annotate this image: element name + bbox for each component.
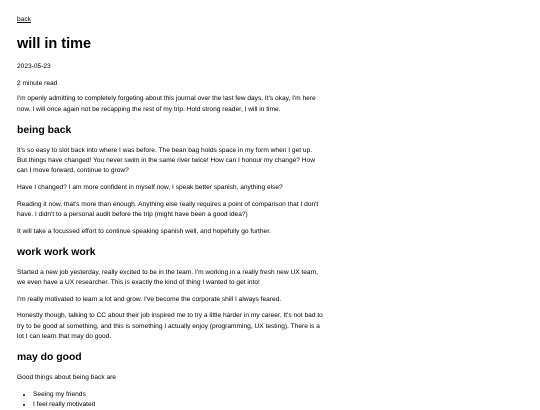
paragraph: It will take a focussed effort to continue speaking spanish well, and hopefully go further.	[17, 227, 271, 235]
list-item: • I feel really motivated	[33, 400, 323, 410]
post-title: will in time	[17, 36, 92, 52]
paragraph: I'm really motivated to learn a lot and grow. I've become the corporate shill I always feared.	[17, 295, 282, 303]
paragraph: Good things about being back are	[17, 373, 116, 381]
list-item: • Seeing my friends	[33, 390, 323, 400]
section-heading-may-do-good: may do good	[17, 351, 82, 363]
paragraph: Have I changed? I am more confident in myself now, I speak better spanish, anything else?	[17, 183, 283, 191]
paragraph: It's so easy to slot back into where I was before. The bean bag holds space in my form when I get up. But things have changed! You never swim in the same river twice! How can I honour my change? How can I move forward, continue to grow?	[17, 146, 315, 175]
read-time: 2 minute read	[17, 80, 58, 88]
section-heading-work-work-work: work work work	[17, 246, 96, 258]
good-things-list	[17, 390, 323, 410]
paragraph: Started a new job yesterday, really excited to be in the team. I'm working in a really fresh new UX team, we even have a UX researcher. This is exactly the kind of thing I wanted to get into!	[17, 268, 318, 286]
back-link[interactable]: back	[17, 16, 31, 23]
paragraph: Honestly though, talking to CC about their job inspired me to try a little harder in my career. It's not bad to try to be good at something, and this is something I actually enjoy (programming, UX testing). There is a lot I can learn that may do good.	[17, 312, 323, 340]
post-date: 2023-05-23	[17, 63, 51, 70]
paragraph: Reading it now, that's more than enough. Anything else really requires a point of comparison that I don't have. I didn't to a personal audit before the trip (might have been a good idea?)	[17, 200, 319, 218]
intro-paragraph: I'm openly admitting to completely forgeting about this journal over the last few days. It's okay, I'm here now. I will once again not be recapping the rest of my trip. Hold strong reader, I will in time.	[17, 95, 316, 113]
section-heading-being-back: being back	[17, 124, 72, 136]
